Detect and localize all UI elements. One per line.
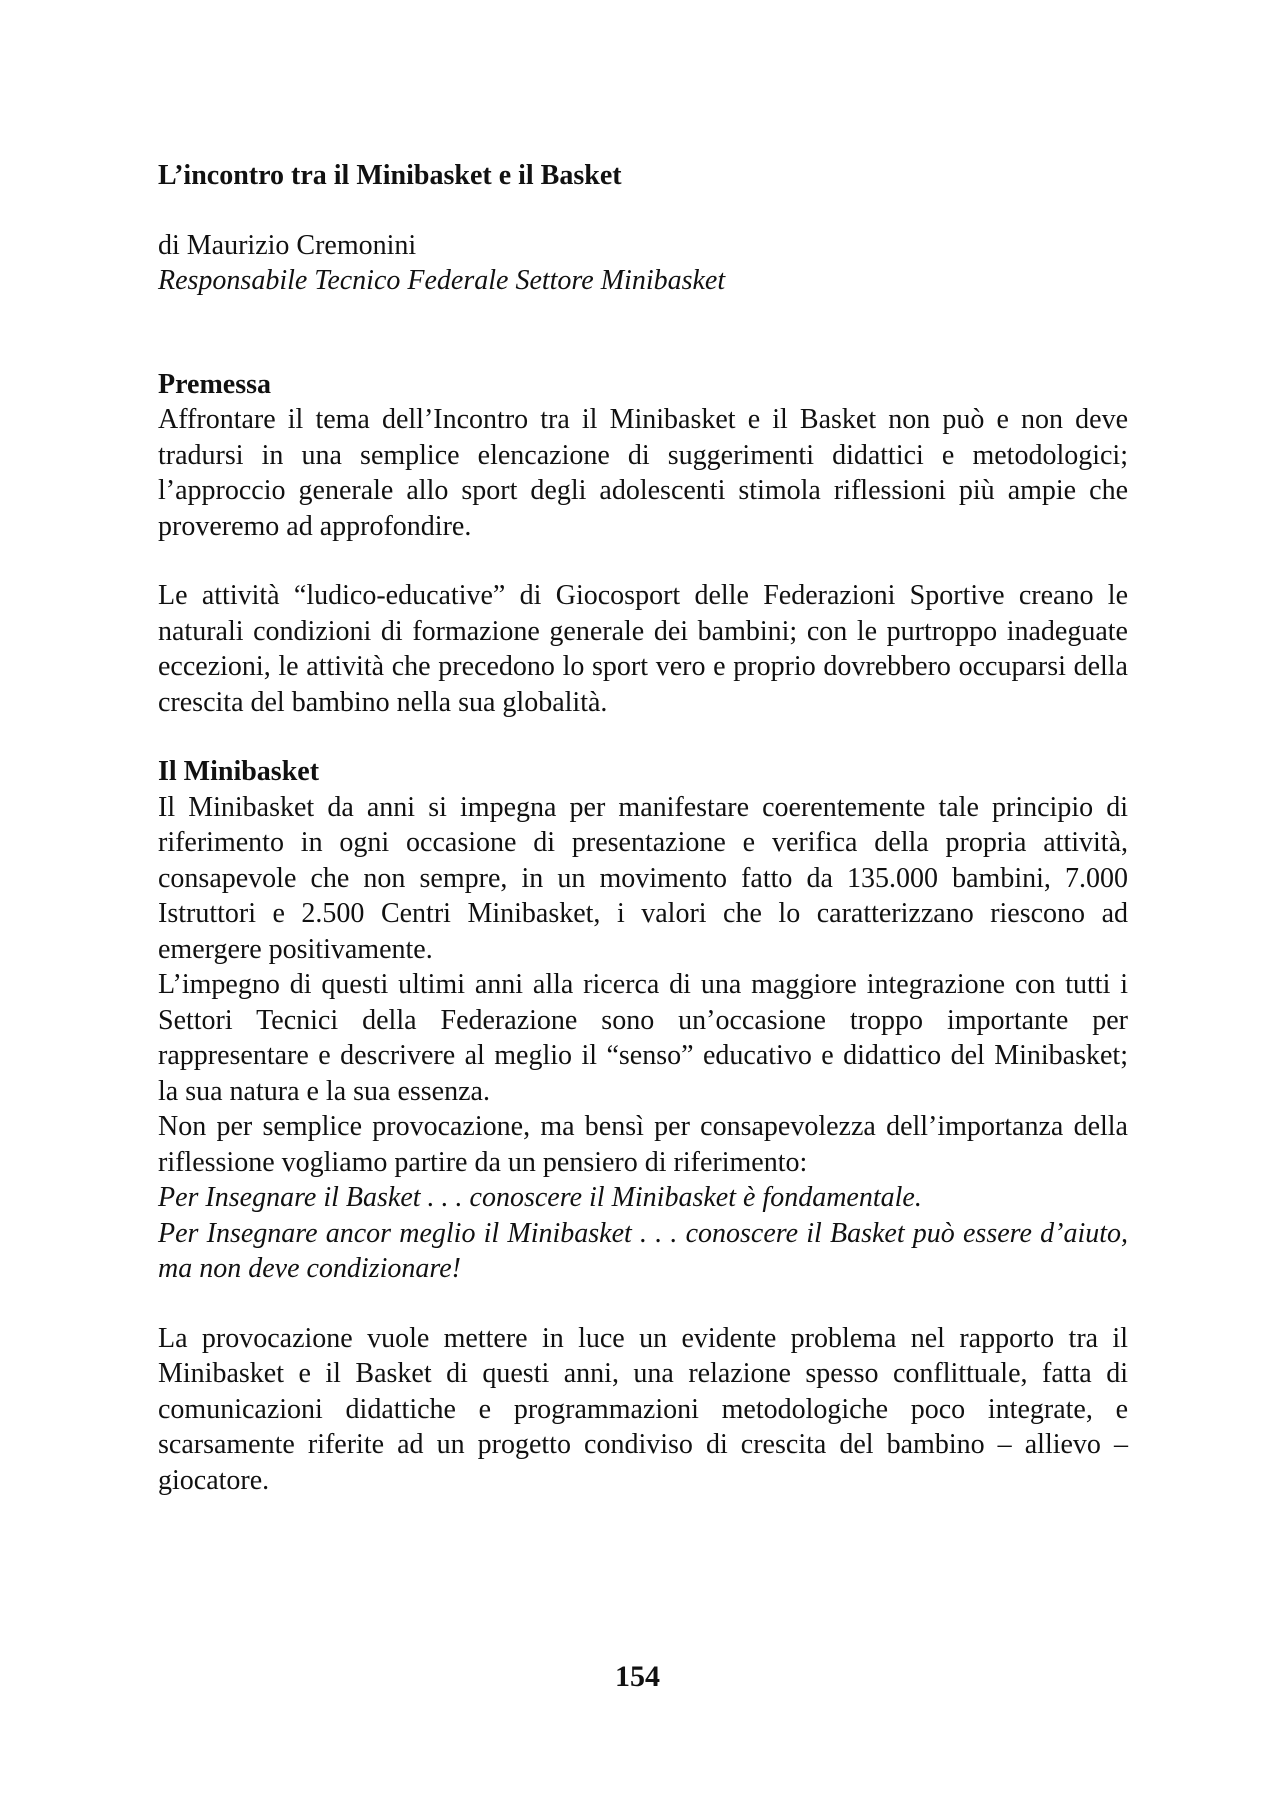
minibasket-paragraph-2: L’impegno di questi ultimi anni alla ricerca di una maggiore integrazione con tutti i Settori Tecnici della Federazione sono un’occasione troppo importante per rappresentare e descrivere al meglio il “senso” educativo e didattico del Minibasket; la sua natura e la sua essenza. <box>158 969 1128 1107</box>
closing-paragraph: La provocazione vuole mettere in luce un evidente problema nel rapporto tra il Minibasket e il Basket di questi anni, una relazione spesso conflittuale, fatta di comunicazioni didattiche e programmazioni metodologiche poco integrate, e scarsamente riferite ad un progetto condiviso di crescita del bambino – allievo – giocatore. <box>158 1322 1128 1496</box>
premessa-paragraph-2: Le attività “ludico-educative” di Giocosport delle Federazioni Sportive creano le naturali condizioni di formazione generale dei bambini; con le purtroppo inadeguate eccezioni, le attività che precedono lo sport vero e proprio dovrebbero occuparsi della crescita del bambino nella sua globalità. <box>158 580 1128 718</box>
minibasket-paragraph-1: Il Minibasket da anni si impegna per manifestare coerentemente tale principio di riferimento in ogni occasione di presentazione e verifica della propria attività, consapevole che non sempre, in un movimento fatto da 135.000 bambini, 7.000 Istruttori e 2.500 Centri Minibasket, i valori che lo caratterizzano riescono ad emergere positivamente. <box>158 791 1128 965</box>
quote-line-1: Per Insegnare il Basket . . . conoscere il Minibasket è fondamentale. <box>158 1182 922 1213</box>
document-page <box>158 158 1128 1498</box>
document-title: L’incontro tra il Minibasket e il Basket <box>158 160 622 191</box>
premessa-paragraph-1: Affrontare il tema dell’Incontro tra il Minibasket e il Basket non può e non deve tradursi in una semplice elencazione di suggerimenti didattici e metodologici; l’approccio generale allo sport degli adolescenti stimola riflessioni più ampie che proveremo ad approfondire. <box>158 404 1128 542</box>
section-premessa <box>158 367 1128 721</box>
section-heading-premessa: Premessa <box>158 368 271 400</box>
quote-line-2: Per Insegnare ancor meglio il Minibasket . . . conoscere il Basket può essere d’aiuto, ma non deve condizionare! <box>158 1217 1128 1284</box>
page-number: 154 <box>615 1660 660 1693</box>
minibasket-paragraph-3: Non per semplice provocazione, ma bensì per consapevolezza dell’importanza della riflessione vogliamo partire da un pensiero di riferimento: <box>158 1111 1128 1178</box>
section-heading-minibasket: Il Minibasket <box>158 756 320 787</box>
section-minibasket <box>158 754 1128 1498</box>
author-name: di Maurizio Cremonini <box>158 229 417 261</box>
author-role: Responsabile Tecnico Federale Settore Minibasket <box>158 265 726 296</box>
